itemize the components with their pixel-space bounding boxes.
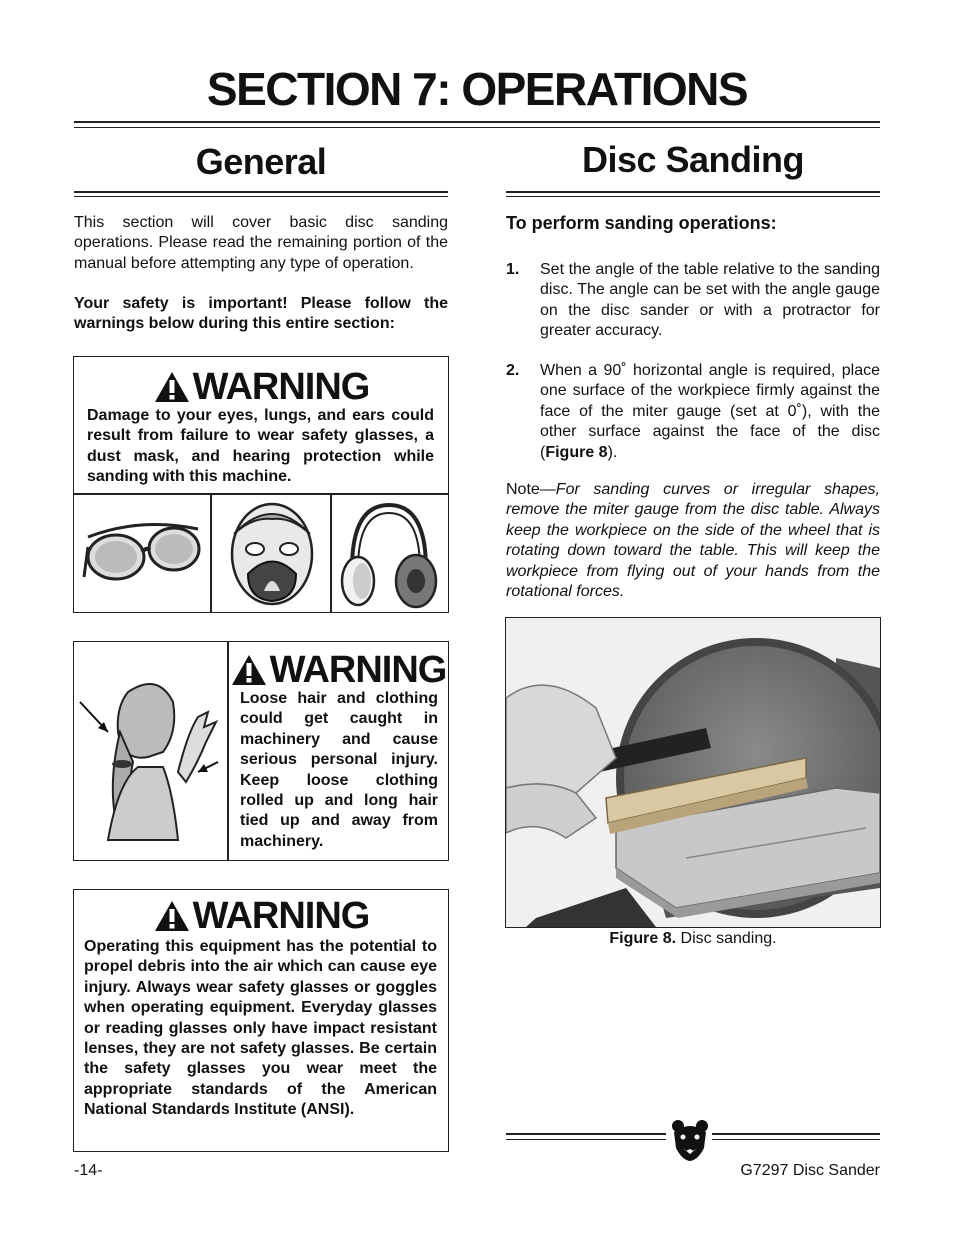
warning-ppe-text: Damage to your eyes, lungs, and ears could result from failure to wear safety glasses, a dust mask, and hearing protection while sanding with this machine. (87, 407, 434, 486)
figure-8-caption (505, 930, 881, 948)
title-rule-bottom (74, 127, 880, 128)
safety-glasses-icon (80, 507, 204, 597)
step-number: 1. (506, 261, 520, 278)
footer-rule-right-2 (712, 1139, 880, 1140)
figure-caption-text: Disc sanding. (680, 930, 777, 947)
warning-hair-text: Loose hair and clothing could get caught in machinery and cause serious personal injury. Keep loose clothing rolled up and long hair tied up and away from machinery. (240, 690, 438, 850)
warning-header (229, 648, 447, 692)
step-1 (506, 260, 880, 342)
figure-reference: Figure 8 (545, 443, 608, 461)
bear-logo-icon (670, 1118, 710, 1162)
warning-triangle-icon (153, 370, 191, 404)
ppe-divider-v1 (210, 494, 212, 612)
general-heading: General (195, 141, 327, 182)
dust-mask-icon (222, 499, 322, 609)
figure-label: Figure 8. (609, 930, 677, 947)
ppe-divider (74, 493, 448, 495)
warning-label: WARNING (192, 365, 370, 408)
ear-muffs-icon (336, 499, 442, 609)
warning-header (74, 894, 448, 938)
general-intro: This section will cover basic disc sanding operations. Please read the remaining portion of the manual before attempting any type of operation. (74, 214, 448, 272)
loose-hair-illustration (78, 672, 224, 842)
ppe-divider-v2 (330, 494, 332, 612)
warning-header (74, 365, 448, 409)
title-rule-top (74, 121, 880, 123)
warning-label: WARNING (269, 648, 447, 691)
page-number: -14- (74, 1162, 103, 1179)
warning-triangle-icon (153, 899, 191, 933)
footer-rule-right-1 (712, 1133, 880, 1135)
step-2 (506, 361, 880, 463)
note-text: For sanding curves or irregular shapes, remove the miter gauge from the disc table. Always keep the workpiece on the side of the wheel that is rotating down toward the table. This will keep the workpiece from flying out of your hands from the rotational forces. (506, 481, 880, 601)
step-text-part: ). (607, 443, 618, 461)
disc-subheading: To perform sanding operations: (506, 213, 777, 233)
warning-triangle-icon (230, 653, 268, 687)
step-text (540, 361, 880, 463)
warning-debris-text: Operating this equipment has the potential to propel debris into the air which can cause eye injury. Always wear safety glasses or goggles when operating equipment. Everyday glasses or reading glasses only have impact resistant lenses, they are not safety glasses. Be certain the safety glasses you wear meet the appropriate standards of the American National Standards Institute (ANSI). (84, 938, 437, 1119)
general-rule-bottom (74, 196, 448, 197)
sanding-note (506, 480, 880, 602)
step-text-part: When a 90˚ horizontal angle is required, place one surface of the workpiece firmly against the face of the miter gauge (set at 0˚), with the other surface against the face of the disc ( (540, 362, 880, 461)
general-safety-note: Your safety is important! Please follow the warnings below during this entire section: (74, 295, 448, 333)
warning-box-ppe (73, 356, 449, 613)
warning-label: WARNING (192, 894, 370, 937)
footer-rule-left-2 (506, 1139, 666, 1140)
general-rule-top (74, 191, 448, 193)
step-number: 2. (506, 362, 520, 379)
disc-sanding-heading: Disc Sanding (581, 139, 805, 180)
disc-rule-bottom (506, 196, 880, 197)
figure-8-photo (505, 617, 881, 928)
warning-box-debris (73, 889, 449, 1152)
note-label: Note— (506, 481, 556, 498)
warning-box-hair (73, 641, 449, 861)
footer-model: G7297 Disc Sander (740, 1162, 880, 1179)
section-title: SECTION 7: OPERATIONS (206, 63, 748, 115)
footer-rule-left-1 (506, 1133, 666, 1135)
step-text: Set the angle of the table relative to the sanding disc. The angle can be set with the angle gauge on the disc sander or with a protractor for greater accuracy. (540, 261, 880, 340)
disc-rule-top (506, 191, 880, 193)
disc-sander-photo-illustration (506, 618, 880, 927)
